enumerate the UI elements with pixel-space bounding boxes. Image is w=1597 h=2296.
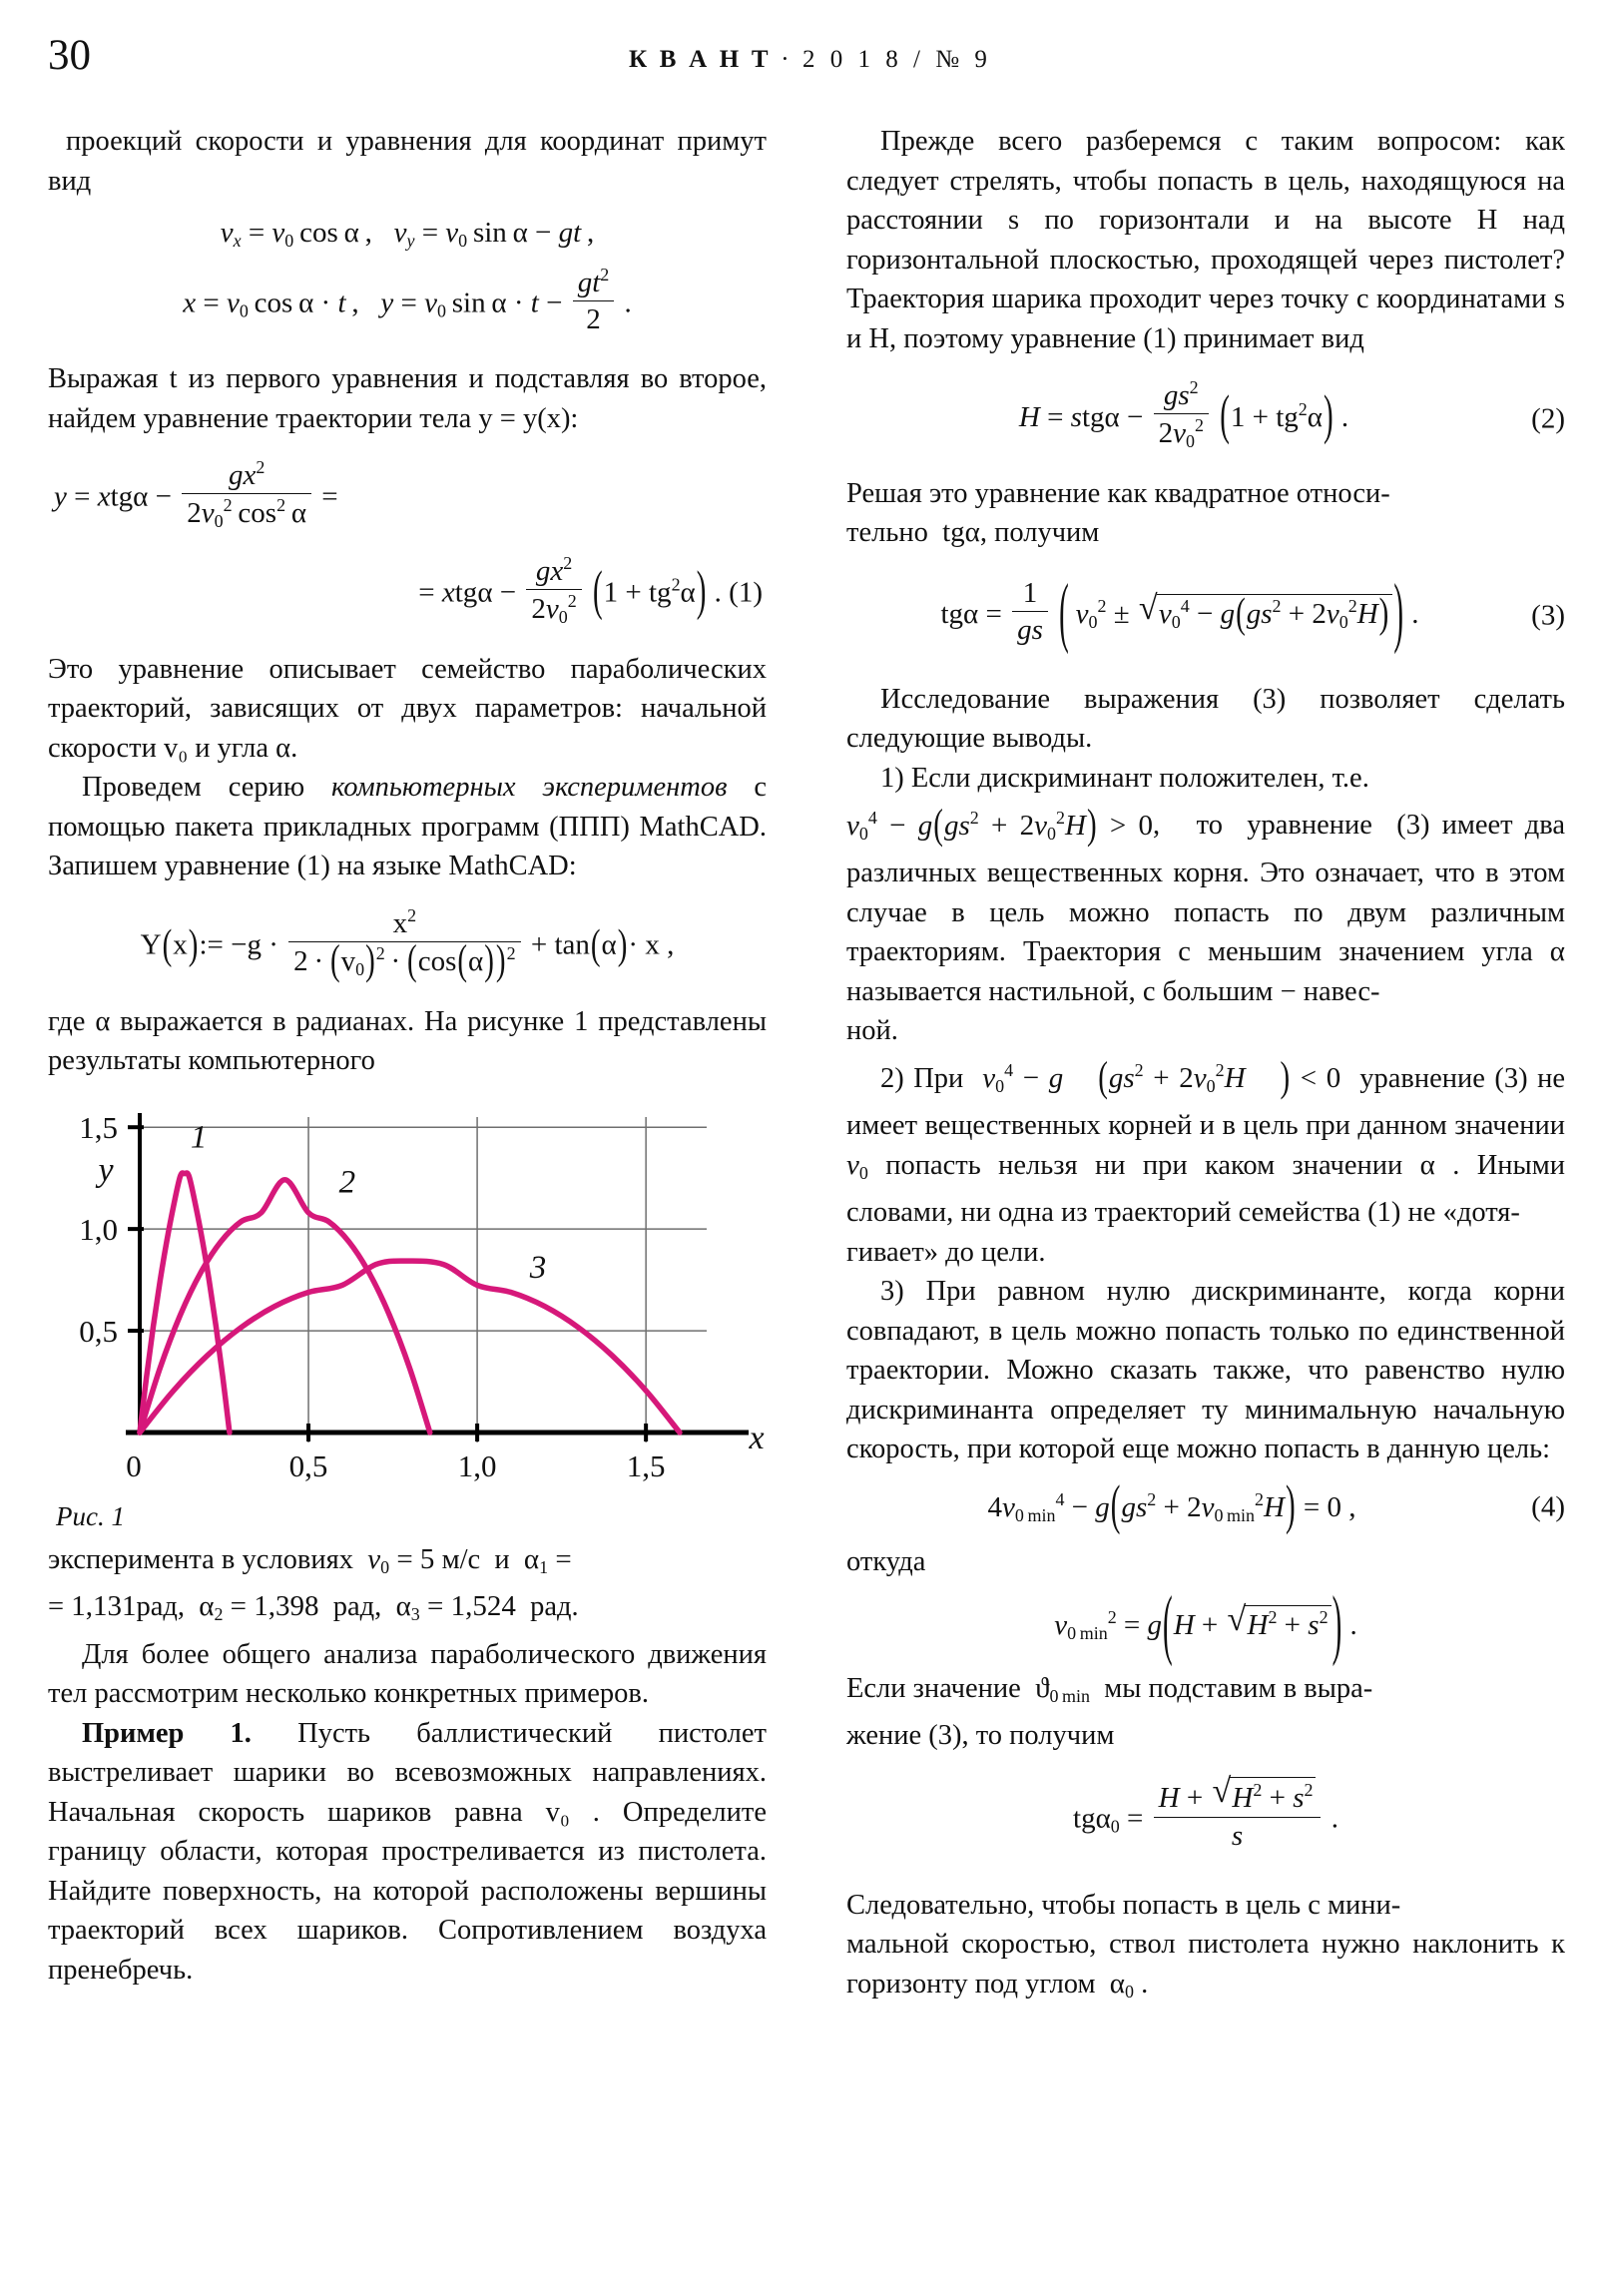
svg-text:0,5: 0,5 <box>79 1313 118 1349</box>
paragraph-left-7: Для более общего анализа параболического движения тел рассмотрим несколько конкретных примеров. <box>48 1638 767 1710</box>
equation-1-number: (1) <box>729 576 763 609</box>
svg-text:1,5: 1,5 <box>626 1447 666 1483</box>
equation-2: H = stgα − $\frac{gs^2}{2v_0^2}$ $(1 + tg^2\alpha)$ . (2) <box>1018 376 1565 452</box>
chart-axes <box>126 1113 749 1441</box>
figure-caption: Рис. 1 <box>56 1500 125 1531</box>
equation-velocity-projections: vx = $v_0$ cos α , vy = $v_0$ sin α − gt , <box>220 217 595 252</box>
equation-1-line-1: y = xtgα − $\frac{gx^2}{2v_0^2 \cos^2 \alpha}$ = <box>54 456 338 532</box>
equation-1-line-2: = xtgα − $\frac{gx^2}{2v_0^2}$ $(1 + tg^2\alpha)$ . (1) <box>418 552 763 628</box>
equation-4-number: (4) <box>1531 1490 1565 1523</box>
para4-part-a: Проведем серию <box>82 772 332 804</box>
svg-text:1,5: 1,5 <box>79 1110 118 1146</box>
svg-text:y: y <box>98 1151 114 1189</box>
paragraph-left-5: где α выражается в радианах. На рисунке 1 представлены результаты компьютерного <box>48 1005 767 1077</box>
right-column <box>846 122 1565 2011</box>
paragraph-left-6: эксперимента в условиях $v_0 = 5$ м/с и $\alpha_1$ = = 1,131рад, $\alpha_2 = 1,398$ рад, $\alpha_3 = 1,524$ рад. <box>48 1542 579 1625</box>
trajectory-curve-3 <box>140 1261 680 1433</box>
conclusion-1-lead: 1) Если дискриминант положителен, т.е. <box>880 762 1369 794</box>
paragraph-left-3: Это уравнение описывает семейство параболических траекторий, зависящих от двух параметров: начальной скорости v₀ и угла α. <box>48 653 767 764</box>
svg-text:1,0: 1,0 <box>79 1212 118 1248</box>
example-label: Пример 1. <box>82 1717 252 1749</box>
para4-italic: компьютерных экспериментов <box>331 772 728 804</box>
paragraph-right-8: Если значение $ϑ_{0 min}$ мы подставим в выра- жение (3), то получим <box>846 1671 1373 1752</box>
paragraph-left-1: проекций скорости и уравнения для координат примут вид <box>48 126 767 197</box>
figure-1 <box>48 1095 767 1531</box>
equation-2-number: (2) <box>1531 402 1565 435</box>
curve-label-1: 1 <box>190 1119 208 1156</box>
equation-3-number: (3) <box>1531 599 1565 632</box>
paragraph-right-1: Прежде всего разберемся с таким вопросом: как следует стрелять, чтобы попасть в цель, находящуюся на расстоянии s по горизонтали и на высоте H над горизонтальной плоскостью, проходящей через пистолет? Траектория шарика проходит через точку с координатами s и H, поэтому уравнение (1) принимает вид <box>846 126 1565 354</box>
paragraph-right-3: Исследование выражения (3) позволяет сделать следующие выводы. <box>846 683 1565 755</box>
paragraph-right-6: 3) При равном нулю дискриминанте, когда корни совпадают, в цель можно попасть только по единственной траектории. Можно сказать также, что равенство нулю дискриминанта определяет ту минимальную начальную скорость, при которой еще можно попасть в данную цель: <box>846 1276 1565 1465</box>
paragraph-left-8 <box>48 1714 767 1991</box>
example-text: Пусть баллистический пистолет выстреливает шарики во всевозможных направлениях. Начальная скорость шариков равна v₀ . Определите границу области, которая простреливается из пистолета. Найдите поверхность, на которой расположены вершины траекторий всех шариков. Сопротивлением воздуха пренебречь. <box>48 1717 767 1986</box>
para4-part-b: с помощью пакета прикладных программ (ППП) MathCAD. Запишем уравнение (1) на языке MathCAD: <box>48 772 768 882</box>
paragraph-right-5: 2) При $v_0^4 - g$ ($gs^2 + 2v_0^2H$ ) < 0 уравнение (3) не имеет вещественных корней и в цель при данном значении $v_0$ попасть нельзя ни при каком значении α . Иными словами, ни одна из траекторий семейства (1) не «дотя- гивает» до цели. <box>846 1054 1566 1268</box>
paragraph-right-9: Следовательно, чтобы попасть в цель с мини- мальной скоростью, ствол пистолета нужно наклонить к горизонту под углом $\alpha_0$ . <box>846 1889 1565 2002</box>
discriminant-negative-expression: $v_0^4 - g$ ($gs^2 + 2v_0^2H$ ) < 0 <box>982 1054 1341 1101</box>
discriminant-positive-expression: $v_0^4 - g(gs^2 + 2v_0^2H) > 0$ <box>846 801 1154 849</box>
svg-text:1,0: 1,0 <box>457 1447 497 1483</box>
chart-curves <box>140 1173 680 1433</box>
equation-6: tgα$_0$ = H + √ $H^2 + s^2$ s . <box>1073 1773 1338 1852</box>
page-number: 30 <box>48 32 91 79</box>
equation-4: $4v_{0 min}^4 - g(gs^2 + 2v_{0 min}^2H) = 0$ , (4) <box>987 1475 1565 1537</box>
svg-text:0: 0 <box>126 1447 142 1483</box>
journal-name: К В А Н Т <box>629 46 772 73</box>
equation-mathcad: Y(x):= −g · $\frac{x^2}{2 \cdot (v_0)^2 \cdot (\cos(\alpha))^2}$ + tan(α)· x , <box>140 904 675 984</box>
paragraph-left-2: Выражая t из первого уравнения и подставляя во второе, найдем уравнение траектории тела y = y(x): <box>48 363 767 434</box>
conclusion-2-lead: 2) При <box>880 1062 964 1094</box>
trajectory-curve-2 <box>140 1180 430 1433</box>
page-header <box>0 28 1597 88</box>
journal-title-line <box>629 46 991 74</box>
curve-label-3: 3 <box>529 1249 547 1286</box>
paragraph-right-7: откуда <box>846 1545 926 1577</box>
equation-3: tgα = $\frac{1}{gs}$ ( $v_0^2$ ± √ $v_0^4 - g(gs^2 + 2v_0^2H)$ ) . (3) <box>940 570 1565 657</box>
paragraph-right-2: Решая это уравнение как квадратное относи- тельно tgα, получим <box>846 477 1390 549</box>
chart-labels <box>79 1110 764 1483</box>
curve-label-2: 2 <box>338 1164 356 1201</box>
journal-issue: 2 0 1 8 / № 9 <box>802 46 992 73</box>
svg-text:x: x <box>749 1419 765 1456</box>
left-column <box>48 122 767 1990</box>
paragraph-right-4-math: $v_0^4 - g(gs^2 + 2v_0^2H) > 0$, то уравнение (3) имеет два различных вещественных корня. Это означает, что в этом случае в цель можно попасть по двум различным траекториям. Траектория с меньшим значением угла α называется настильной, с большим − навес- ной. <box>846 801 1566 1047</box>
paragraph-right-4 <box>846 759 1565 799</box>
equation-coordinates: $x = v_0$ cos α · t , $y = v_0$ sin α · t − $\frac{gt^2}{2}$ . <box>183 264 632 336</box>
svg-text:0,5: 0,5 <box>288 1447 328 1483</box>
trajectory-chart <box>48 1095 767 1494</box>
paragraph-left-4 <box>48 768 767 886</box>
equation-5: $v_{0 min}^2 = g(H$ + √ $H^2 + s^2$ ) . <box>1054 1581 1357 1668</box>
journal-separator: · <box>781 46 794 73</box>
